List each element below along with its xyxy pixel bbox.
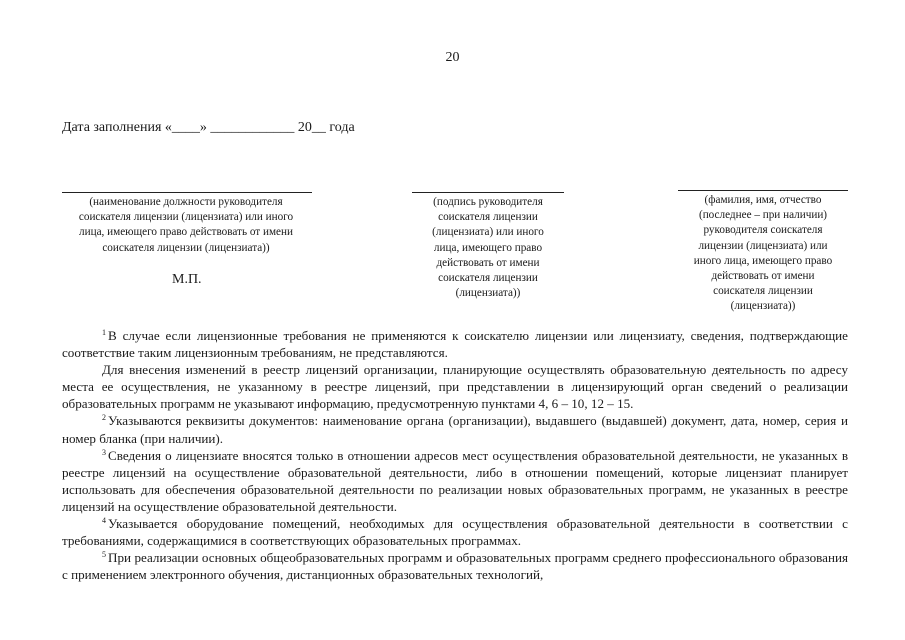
- caption-line: (лицензиата)): [455, 287, 521, 300]
- footnote: [62, 549, 848, 583]
- footnote-text: Для внесения изменений в реестр лицензий организации, планирующие осуществлять образовательную деятельность по адресу места ее осуществления, не указанному в реестре лицензий, при представлении в лицензирующий орган сведений о реализации образовательных программ не указывают информацию, предусмотренную пунктами 4, 6 – 10, 12 – 15.: [62, 362, 848, 412]
- position-signature-line: [62, 192, 312, 193]
- caption-line: лица, имеющего право действовать от имени: [79, 226, 293, 239]
- footnote: [62, 412, 848, 446]
- caption-line: (наименование должности руководителя: [89, 196, 283, 208]
- footnote-text: При реализации основных общеобразовательных программ и образовательных программ среднего профессионального образования с применением электронного обучения, дистанционных образовательных технологий,: [62, 550, 848, 583]
- footnote: [62, 515, 848, 549]
- caption-line: соискателя лицензии (лицензиата)): [102, 241, 270, 254]
- footnote-text: Указываются реквизиты документов: наименование органа (организации), выдавшего (выдавшей) документ, дата, номер, серия и номер бланка (при наличии).: [62, 413, 848, 446]
- caption-line: руководителя соискателя: [703, 224, 823, 237]
- caption-line: (подпись руководителя: [433, 196, 543, 208]
- footnote: [62, 447, 848, 515]
- caption-line: лицензии (лицензиата) или: [698, 239, 828, 252]
- footnote: [62, 327, 848, 361]
- caption-line: (последнее – при наличии): [698, 209, 828, 222]
- footnote-mark: 4: [102, 516, 106, 526]
- caption-line: (лицензиата) или иного: [432, 226, 544, 239]
- position-caption: [52, 195, 320, 256]
- name-signature-line: [678, 190, 848, 191]
- caption-line: соискателя лицензии: [438, 211, 538, 224]
- caption-line: действовать от имени: [711, 270, 815, 283]
- footnote-text: В случае если лицензионные требования не применяются к соискателю лицензии или лицензиату, сведения, подтверждающие соответствие таким лицензионным требованиям, не представляются.: [62, 328, 848, 361]
- footnote-mark: 3: [102, 447, 106, 457]
- seal-mark: М.П.: [172, 272, 202, 287]
- caption-line: (фамилия, имя, отчество: [704, 194, 822, 206]
- footnotes: [62, 327, 848, 583]
- signature-caption: [404, 195, 572, 301]
- footnote-text: Сведения о лицензиате вносятся только в отношении адресов мест осуществления образовательной деятельности, не указанных в реестре лицензий на осуществление образовательной деятельности, либо в отношении помещений, которые лицензиат планирует использовать для обеспечения образовательной деятельности по реализации новых образовательных программ, не указанных в реестре лицензий на осуществление образовательной деятельности.: [62, 447, 848, 514]
- caption-line: соискателя лицензии (лицензиата) или иного: [78, 211, 294, 224]
- fill-date-line: Дата заполнения «____» ____________ 20__ года: [62, 120, 355, 135]
- signature-line: [412, 192, 564, 193]
- caption-line: действовать от имени: [436, 256, 540, 269]
- footnote-text: Указывается оборудование помещений, необходимых для осуществления образовательной деятельности в соответствии с требованиями, содержащимися в соответствующих образовательных программах.: [62, 516, 848, 549]
- caption-line: (лицензиата)): [730, 300, 796, 313]
- footnote-mark: 1: [102, 328, 106, 337]
- page-number: 20: [445, 50, 460, 65]
- caption-line: иного лица, имеющего право: [693, 254, 833, 267]
- caption-line: соискателя лицензии: [713, 285, 813, 298]
- footnote: [62, 361, 848, 412]
- name-caption: [668, 193, 858, 315]
- caption-line: соискателя лицензии: [438, 272, 538, 285]
- footnote-mark: 5: [102, 550, 106, 560]
- footnote-mark: 2: [102, 413, 106, 423]
- caption-line: лица, имеющего право: [433, 241, 543, 254]
